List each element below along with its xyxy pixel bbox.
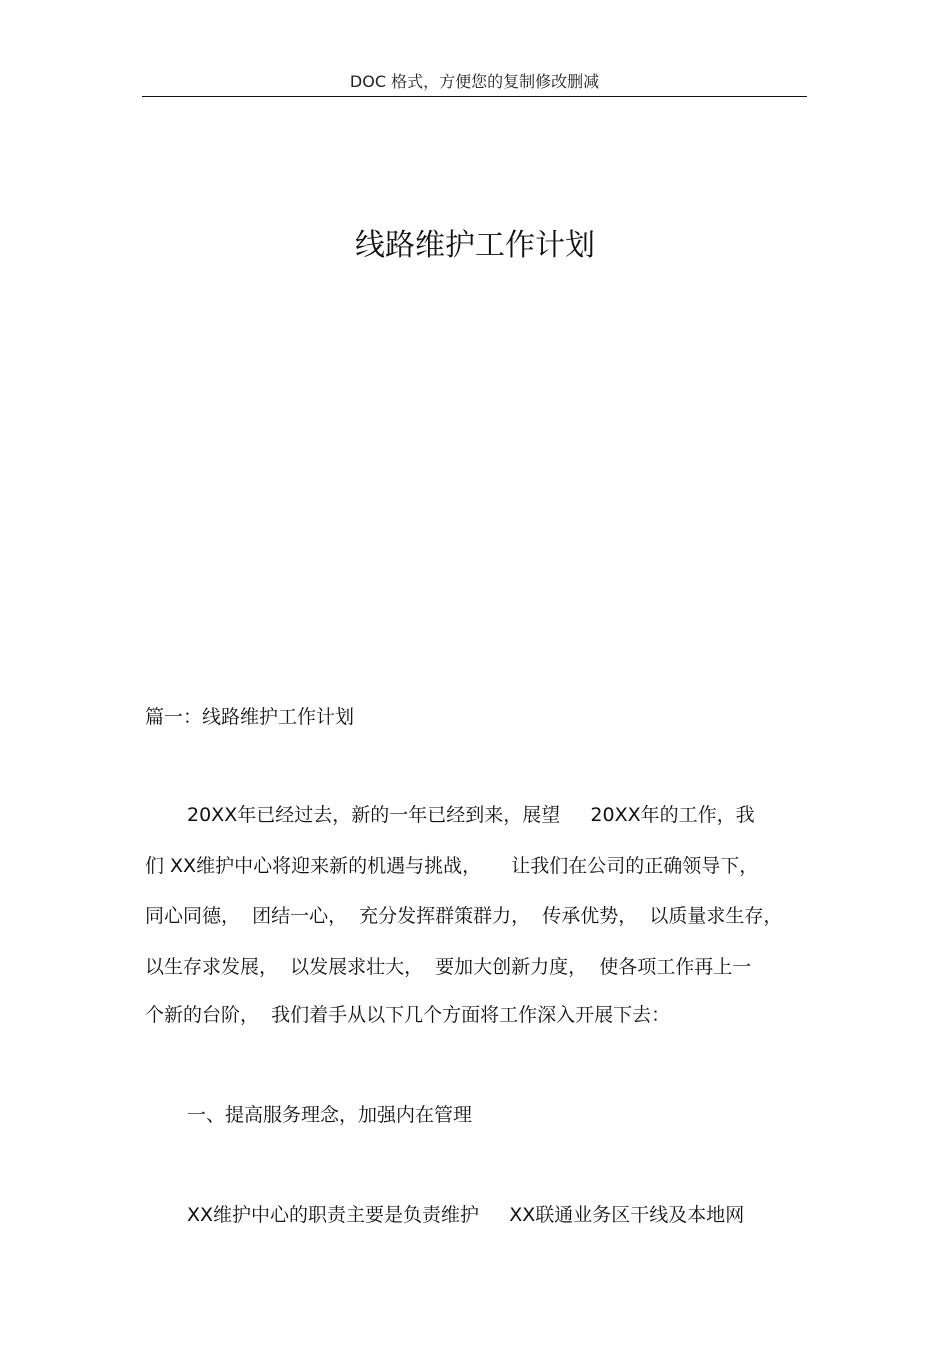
- paragraph-line: 个新的台阶， 我们着手从以下几个方面将工作深入开展下去：: [145, 1004, 671, 1026]
- header-divider: [142, 96, 807, 97]
- paragraph-line: 同心同德， 团结一心， 充分发挥群策群力， 传承优势， 以质量求生存，: [145, 905, 783, 927]
- subheading: 一、提高服务理念，加强内在管理: [187, 1104, 473, 1126]
- paragraph-line: 20XX年已经过去，新的一年已经到来，展望 20XX年的工作，我: [187, 804, 755, 826]
- section-heading: 篇一：线路维护工作计划: [145, 706, 355, 728]
- paragraph-line: 以生存求发展， 以发展求壮大， 要加大创新力度， 使各项工作再上一: [145, 956, 752, 978]
- paragraph-line: XX维护中心的职责主要是负责维护 XX联通业务区干线及本地网: [187, 1204, 745, 1226]
- page-header: DOC 格式，方便您的复制修改删减: [349, 72, 600, 91]
- paragraph-line: 们 XX维护中心将迎来新的机遇与挑战， 让我们在公司的正确领导下，: [145, 855, 759, 877]
- document-title: 线路维护工作计划: [355, 228, 595, 263]
